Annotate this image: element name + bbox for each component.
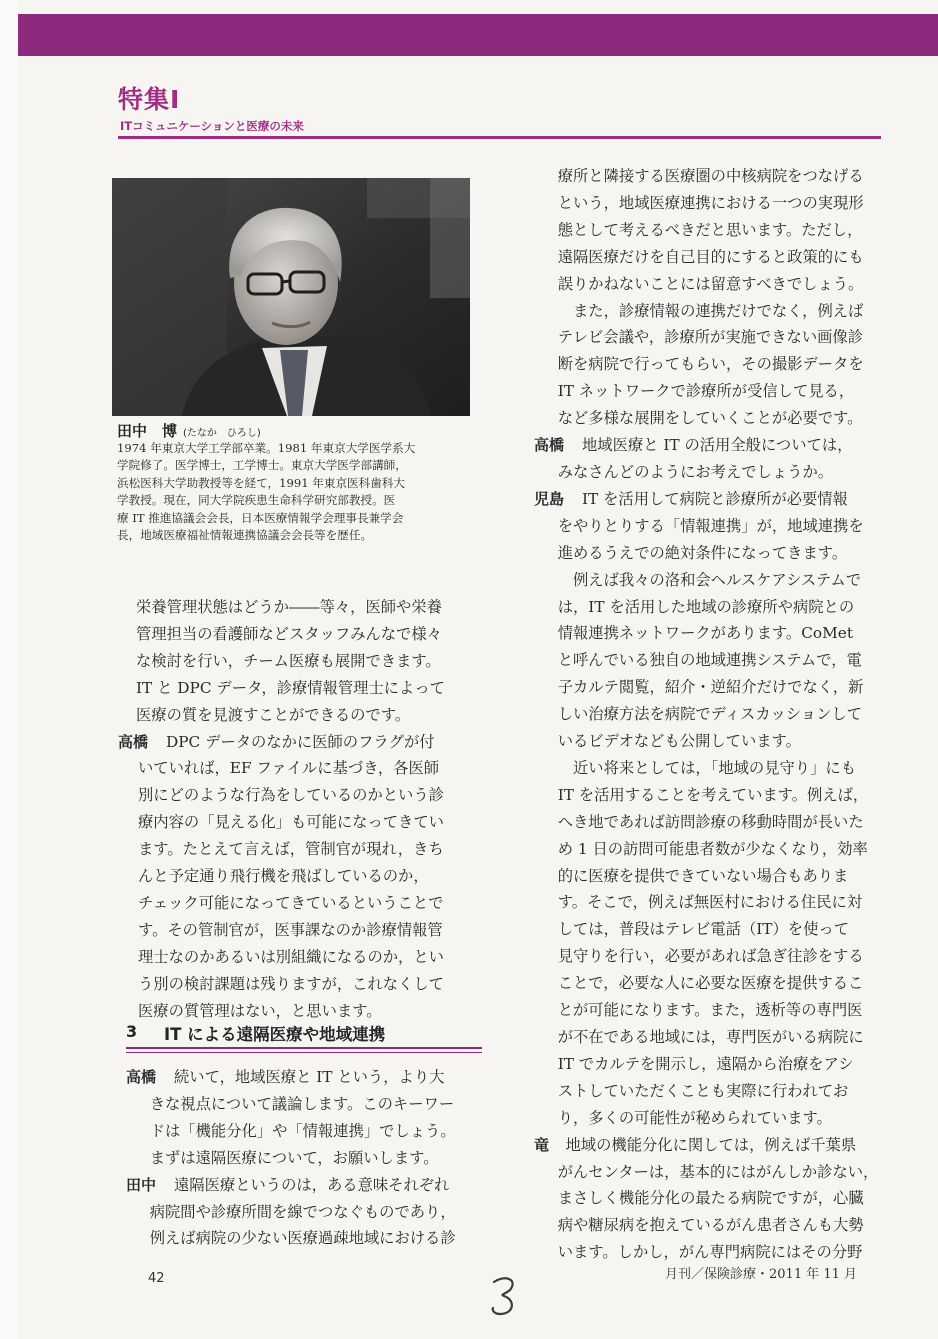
body-line: 療所と隣接する医療圏の中核病院をつなげる <box>557 167 864 185</box>
body-line: す。その管制官が，医事課なのか診療情報管 <box>138 920 443 939</box>
handwritten-3-icon <box>484 1272 524 1320</box>
body-line: 理士なのかあるいは別組織になるのか，とい <box>138 947 444 966</box>
body-line: 進めるうえでの絶対条件になってきます。 <box>557 543 848 562</box>
left-column-top <box>118 594 484 1025</box>
speaker-name: 田中 <box>126 1175 157 1194</box>
body-line: 病や糖尿病を抱えているがん患者さんも大勢 <box>557 1216 864 1235</box>
portrait-photo <box>112 178 470 416</box>
speaker-name: 竜 <box>534 1135 550 1154</box>
speaker-name: 高橋 <box>118 732 149 751</box>
page-number: 42 <box>148 1271 165 1286</box>
body-line: な検討を行い，チーム医療も展開できます。 <box>136 651 441 670</box>
bio-line: 学院修了。医学博士，工学博士。東京大学医学部講師， <box>117 458 407 473</box>
speaker-line <box>126 1172 488 1199</box>
body-line: という，地域医療連携における一つの実現形 <box>557 193 864 212</box>
section-rule-thin <box>126 1052 482 1053</box>
speaker-text: 続いて，地域医療と IT という，より大 <box>174 1068 445 1086</box>
body-line: 例えば病院の少ない医療過疎地域における診 <box>149 1229 456 1248</box>
body-line: がんセンターは，基本的にはがんしか診ない， <box>557 1162 879 1181</box>
body-line: す。そこで，例えば無医村における住民に対 <box>557 893 863 912</box>
header-rule <box>118 136 881 139</box>
section-title: 特集Ⅰ <box>118 85 181 114</box>
section-rule <box>126 1047 482 1049</box>
body-line: 別にどのような行為をしているのかという診 <box>138 786 444 805</box>
body-line: へき地であれば訪問診療の移動時間が長いた <box>557 812 864 831</box>
speaker-line <box>534 486 896 513</box>
body-line: IT を活用することを考えています。例えば， <box>557 785 869 804</box>
body-line: が不在である地域には，専門医がいる病院に <box>557 1028 864 1046</box>
body-line: いるビデオなども公開しています。 <box>557 732 801 751</box>
bio-name-text: 田中 博 <box>117 422 178 440</box>
body-line: 近い将来としては，「地域の見守り」にも <box>573 758 856 777</box>
speaker-text: 地域の機能分化に関しては，例えば千葉県 <box>565 1135 857 1154</box>
speaker-name: 高橋 <box>534 436 565 455</box>
body-line: しい治療方法を病院でディスカッションして <box>557 705 862 724</box>
body-line: 見守りを行い，必要があれば急ぎ往診をする <box>557 947 864 966</box>
body-line: をやりとりする「情報連携」が，地域連携を <box>557 516 864 535</box>
body-line: 管理担当の看護師などスタッフみんなで様々 <box>136 624 442 643</box>
body-line: ことで，必要な人に必要な医療を提供するこ <box>557 974 864 993</box>
speaker-name: 高橋 <box>126 1068 157 1086</box>
bio-line: 長，地域医療福祉情報連携協議会会長等を歴任。 <box>117 528 373 543</box>
body-line: 情報連携ネットワークがあります。CoMet <box>557 624 854 643</box>
body-line: IT ネットワークで診療所が受信して見る， <box>557 382 855 401</box>
bio-line: 1974 年東京大学工学部卒業。1981 年東京大学医学系大 <box>117 441 416 455</box>
body-line: ストしていただくことも実際に行われてお <box>557 1081 849 1100</box>
section-number: 3 <box>126 1022 138 1041</box>
body-line: まさしく機能分化の最たる病院ですが，心臓 <box>557 1189 864 1208</box>
body-line: 的に医療を提供できていない場合もありま <box>557 866 849 885</box>
body-line: IT でカルテを開示し，遠隔から治療をアシ <box>557 1054 854 1073</box>
speaker-text: IT を活用して病院と診療所が必要情報 <box>582 489 848 508</box>
header-band <box>18 14 938 56</box>
body-line: など多様な展開をしていくことが必要です。 <box>557 409 863 428</box>
section-title-3: IT による遠隔医療や地域連携 <box>164 1025 386 1044</box>
bio-line: 浜松医科大学助教授等を経て，1991 年東京医科歯科大 <box>117 475 406 490</box>
body-line: と呼んでいる独自の地域連携システムで，電 <box>557 651 862 670</box>
left-column-bottom <box>126 1064 488 1252</box>
speaker-text: DPC データのなかに医師のフラグが付 <box>166 732 435 751</box>
section-3-heading <box>126 1016 482 1050</box>
body-line: 例えば我々の洛和会ヘルスケアシステムで <box>573 570 862 589</box>
body-line: ドは「機能分化」や「情報連携」でしょう。 <box>149 1121 456 1140</box>
body-line: は，IT を活用した地域の診療所や病院との <box>557 597 855 616</box>
body-line: います。しかし，がん専門病院にはその分野 <box>557 1243 863 1262</box>
bio-line: 学教授。現在，同大学院疾患生命科学研究部教授。医 <box>117 493 396 508</box>
body-line: ます。たとえて言えば，管制官が現れ，きち <box>138 840 444 859</box>
body-line: きな視点について議論します。このキーワー <box>149 1094 455 1113</box>
body-line: まずは遠隔医療について，お願いします。 <box>149 1148 439 1167</box>
page-margin <box>0 0 18 1339</box>
body-line: いていれば，EF ファイルに基づき，各医師 <box>138 759 440 778</box>
speaker-line <box>118 729 484 756</box>
body-line: 子カルテ閲覧，紹介・逆紹介だけでなく，新 <box>557 678 864 697</box>
body-line: 遠隔医療だけを自己目的にすると政策的にも <box>557 247 864 266</box>
right-column <box>534 163 896 1266</box>
body-line: 断を病院で行ってもらい，その撮影データを <box>557 355 864 374</box>
body-line: 栄養管理状態はどうか――等々，医師や栄養 <box>136 598 442 616</box>
bio-text <box>117 440 477 544</box>
body-line: 療内容の「見える化」も可能になってきてい <box>138 813 444 832</box>
bio-reading: (たなか ひろし) <box>183 428 261 439</box>
body-line: とが可能になります。また，透析等の専門医 <box>557 1001 863 1020</box>
bio-line: 療 IT 推進協議会会長，日本医療情報学会理事長兼学会 <box>117 510 404 525</box>
body-line: 病院間や診療所間を線でつなぐものであり， <box>149 1202 456 1221</box>
portrait-image <box>112 178 470 416</box>
body-line: チェック可能になってきているということで <box>138 893 444 912</box>
speaker-text: 遠隔医療というのは，ある意味それぞれ <box>174 1175 450 1194</box>
body-line: んと予定通り飛行機を飛ばしているのか， <box>138 867 429 886</box>
handwritten-page-mark <box>484 1272 524 1324</box>
bio-name <box>117 420 261 441</box>
speaker-line <box>126 1064 488 1091</box>
speaker-line <box>534 1132 896 1159</box>
body-line: テレビ会議や，診療所が実施できない画像診 <box>557 328 864 347</box>
body-line: みなさんどのようにお考えでしょうか。 <box>557 462 834 481</box>
body-line: 医療の質管理はない，と思います。 <box>138 1001 382 1020</box>
body-line: しては，普段はテレビ電話（IT）を使って <box>557 920 849 939</box>
body-line: 医療の質を見渡すことができるのです。 <box>136 705 411 724</box>
body-line: 誤りかねないことには留意すべきでしょう。 <box>557 274 864 293</box>
body-line: 態として考えるべきだと思います。ただし， <box>557 220 863 239</box>
speaker-name: 児島 <box>534 489 565 508</box>
body-line: う別の検討課題は残りますが，これなくして <box>138 974 444 993</box>
body-line: り，多くの可能性が秘められています。 <box>557 1108 832 1127</box>
body-line: め 1 日の訪問可能患者数が少なくなり，効率 <box>557 839 868 858</box>
speaker-text: 地域医療と IT の活用全般については， <box>582 436 853 455</box>
speaker-line <box>534 432 896 459</box>
section-subtitle: ITコミュニケーションと医療の未来 <box>120 119 304 133</box>
body-line: また，診療情報の連携だけでなく，例えば <box>573 301 864 320</box>
body-line: IT と DPC データ，診療情報管理士によって <box>136 678 445 697</box>
journal-footer: 月刊／保険診療・2011 年 11 月 <box>665 1267 858 1282</box>
